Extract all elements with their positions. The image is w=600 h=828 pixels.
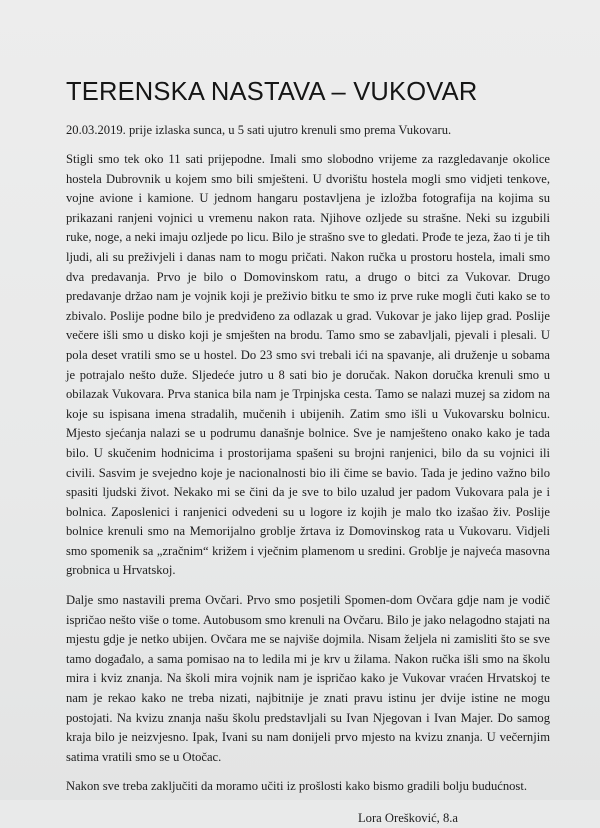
date-line: 20.03.2019. prije izlaska sunca, u 5 sati ujutro krenuli smo prema Vukovaru. [66,123,452,137]
author-signature: Lora Orešković, 8.a [357,811,458,825]
paragraph-2: Dalje smo nastavili prema Ovčari. Prvo smo posjetili Spomen-dom Ovčara gdje nam je vodič ispričao nešto više o tome. Autobusom smo krenuli na Ovčaru. Bilo je jako nelagodno stajati na mjestu gdje je netko ubijen. Ovčara me se najviše dojmila. Nisam željela ni zamisliti što se sve tamo događalo, a sama pomisao na to ledila mi je krv u žilama. Nakon ručka išli smo na školu mira i kviz znanja. Na školi mira vojnik nam je ispričao kako je Vukovar vraćen Hrvatskoj te nam je rekao kako ne treba nizati, najbitnije je znati pravu istinu jer dvije istine ne mogu postojati. Na kvizu znanja našu školu predstavljali su Ivan Njegovan i Ivan Majer. Do samog kraja bilo je neizvjesno. Ipak, Ivani su nam donijeli prvo mjesto na kvizu znanja. U večernjim satima vratili smo se u Otočac. [66,593,550,764]
document-title: TERENSKA NASTAVA – VUKOVAR [66,78,478,106]
paragraph-3: Nakon sve treba zaključiti da moramo učiti iz prošlosti kako bismo gradili bolju budućnost. [66,779,527,794]
paragraph-1: Stigli smo tek oko 11 sati prijepodne. Imali smo slobodno vrijeme za razgledavanje okolice hostela Dubrovnik u kojem smo bili smješteni. U dvorištu hostela mogli smo vidjeti tenkove, vojne avione i kamione. U jednom hangaru postavljena je izložba fotografija na kojima su prikazani ranjeni vojnici u vremenu nakon rata. Njihove ozljede su strašne. Neki su izgubili ruke, noge, a neki imaju ozljede po licu. Bilo je strašno sve to gledati. Prođe te jeza, žao ti je tih ljudi, ali su preživjeli i danas nam to mogu pričati. Nakon ručka u prostoru hostela, imali smo dva predavanja. Prvo je bilo o Domovinskom ratu, a drugo o bitci za Vukovar. Drugo predavanje držao nam je vojnik koji je preživio bitku te smo iz prve ruke mogli čuti kako se to zbivalo. Poslije podne bilo je predviđeno za odlazak u grad. Vukovar je jako lijep grad. Poslije večere išli smo u disko koji je smješten na brodu. Tamo smo se zabavljali, pjevali i plesali. U pola deset vratili smo se u hostel. Do 23 smo svi trebali ići na spavanje, ali druženje u sobama je potrajalo nešto duže. Sljedeće jutro u 8 sati bio je doručak. Nakon doručka krenuli smo u obilazak Vukovara. Prva stanica bila nam je Trpinjska cesta. Tamo se nalazi muzej sa zidom na koje su ispisana imena stradalih, mučenih i ubijenih. Zatim smo išli u Vukovarsku bolnicu. Mjesto sjećanja nalazi se u podrumu današnje bolnice. Sve je namješteno onako kako je tada bilo. U skučenim hodnicima i prostorijama spašeni su brojni ranjenici, bilo da su vojnici ili civili. Sasvim je svejedno koje je nacionalnosti bio ili čime se bavio. Tada je jedino važno bilo spasiti ljudski život. Nekako mi se čini da je sve to bilo uzalud jer padom Vukovara pala je i bolnica. Zaposlenici i ranjenici odvedeni su u logore iz kojih je malo tko izašao živ. Poslije bolnice krenuli smo na Memorijalno groblje žrtava iz Domovinskog rata u Vukovaru. Vidjeli smo spomenik sa „zračnim“ križem i vječnim plamenom u sredini. Groblje je najveća masovna grobnica u Hrvatskoj. [66,152,550,578]
